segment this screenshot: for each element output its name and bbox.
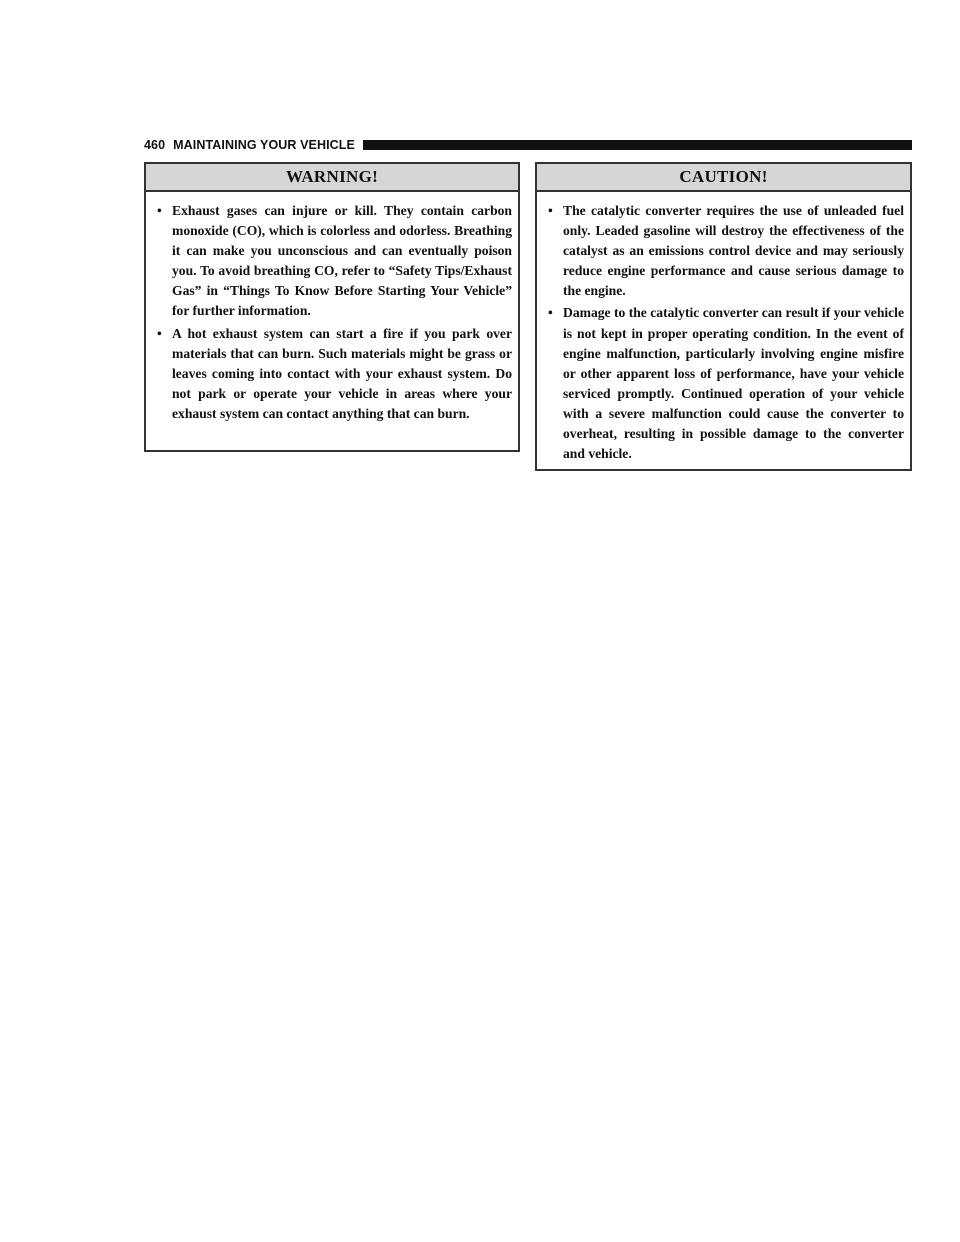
warning-box (144, 162, 520, 452)
warning-item-exhaust-gas (154, 201, 512, 322)
caution-item-unleaded-fuel (545, 201, 904, 301)
header-rule (363, 140, 912, 150)
caution-item-converter-damage (545, 303, 904, 464)
caution-title: CAUTION! (537, 164, 910, 192)
bullet-icon: • (548, 203, 553, 218)
caution-box (535, 162, 912, 471)
caution-item-text: Damage to the catalytic converter can result if your vehicle is not kept in proper operating condition. In the event of engine malfunction, particularly involving engine misfire or other apparent loss of performance, have your vehicle serviced promptly. Continued operation of your vehicle with a severe malfunction could cause the converter to overheat, resulting in possible damage to the converter and vehicle. (563, 305, 904, 462)
caution-list (537, 192, 910, 464)
page-number: 460 (144, 138, 166, 152)
bullet-icon: • (157, 203, 162, 218)
warning-item-text: Exhaust gases can injure or kill. They contain carbon monoxide (CO), which is colorless and odorless. Breathing it can make you unconscious and can eventually poison you. To avoid breathing CO, refer to “Safety Tips/Exhaust Gas” in “Things To Know Before Starting Your Vehicle” for further information. (172, 203, 512, 319)
bullet-icon: • (548, 305, 553, 321)
warning-item-fire-hazard (154, 324, 512, 424)
running-header (144, 137, 912, 153)
bullet-icon: • (157, 325, 162, 341)
section-title: MAINTAINING YOUR VEHICLE (173, 138, 355, 152)
caution-item-text: The catalytic converter requires the use of unleaded fuel only. Leaded gasoline will destroy the effectiveness of the catalyst as an emissions control device and may seriously reduce engine performance and cause serious damage to the engine. (563, 203, 904, 299)
warning-title: WARNING! (146, 164, 518, 192)
warning-item-text: A hot exhaust system can start a fire if you park over materials that can burn. Such materials might be grass or leaves coming into contact with your exhaust system. Do not park or operate your vehicle in areas where your exhaust system can contact anything that can burn. (172, 325, 512, 421)
warning-list (146, 192, 518, 424)
